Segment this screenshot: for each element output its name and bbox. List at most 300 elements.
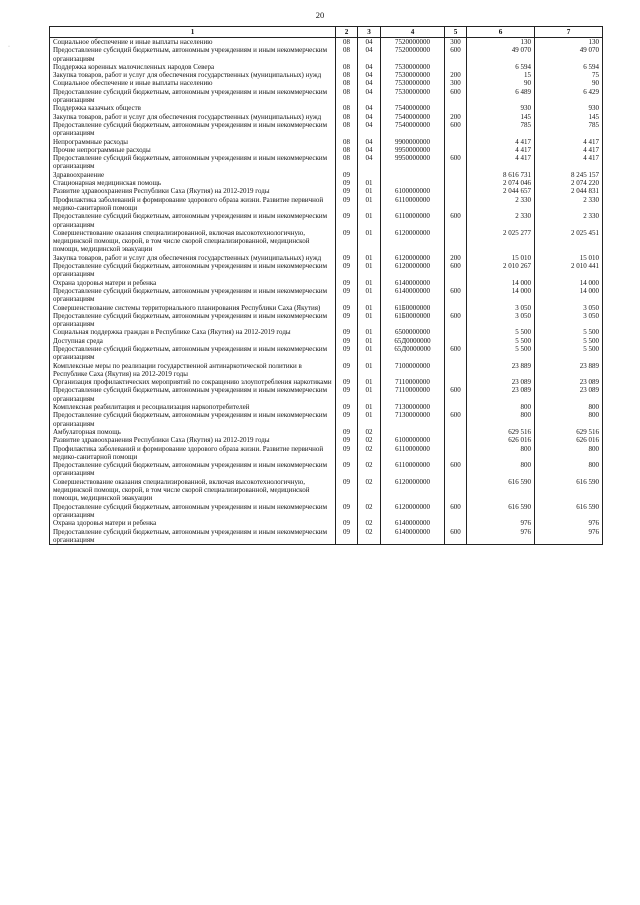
subsection-code-cell: 01	[358, 411, 381, 428]
section-code-cell: 09	[336, 312, 358, 329]
row-name-cell: Стационарная медицинская помощь	[50, 179, 336, 187]
amount-year1-cell: 23 889	[467, 362, 535, 379]
subsection-code-cell: 01	[358, 362, 381, 379]
amount-year2-cell: 2 330	[535, 196, 603, 213]
column-header: 5	[445, 27, 467, 38]
subsection-code-cell: 04	[358, 63, 381, 71]
section-code-cell: 09	[336, 287, 358, 304]
target-article-cell: 7540000000	[381, 113, 445, 121]
expense-type-cell: 200	[445, 254, 467, 262]
expense-type-cell: 300	[445, 79, 467, 87]
table-row	[50, 196, 603, 213]
row-name-cell: Развитие здравоохранения Республики Саха (Якутия) на 2012-2019 годы	[50, 436, 336, 444]
table-row	[50, 345, 603, 362]
amount-year2-cell: 976	[535, 519, 603, 527]
amount-year1-cell: 800	[467, 445, 535, 462]
table-row	[50, 171, 603, 179]
row-name-cell: Профилактика заболеваний и формирование здорового образа жизни. Развитие первичной медико-санитарной помощи	[50, 445, 336, 462]
amount-year2-cell: 800	[535, 445, 603, 462]
amount-year1-cell: 4 417	[467, 154, 535, 171]
target-article-cell	[381, 179, 445, 187]
target-article-cell: 7100000000	[381, 362, 445, 379]
subsection-code-cell: 02	[358, 461, 381, 478]
target-article-cell: 9950000000	[381, 154, 445, 171]
column-header: 1	[50, 27, 336, 38]
target-article-cell: 65Д0000000	[381, 345, 445, 362]
row-name-cell: Совершенствование системы территориального планирования Республики Саха (Якутия)	[50, 304, 336, 312]
row-name-cell: Закупка товаров, работ и услуг для обеспечения государственных (муниципальных) нужд	[50, 254, 336, 262]
amount-year1-cell: 785	[467, 121, 535, 138]
target-article-cell: 6140000000	[381, 287, 445, 304]
expense-type-cell: 200	[445, 113, 467, 121]
row-name-cell: Развитие здравоохранения Республики Саха (Якутия) на 2012-2019 годы	[50, 187, 336, 195]
row-name-cell: Комплексные меры по реализации государственной антинаркотической политики в Республике Саха (Якутия) на 2012-2019 годы	[50, 362, 336, 379]
section-code-cell: 09	[336, 445, 358, 462]
amount-year1-cell: 616 590	[467, 478, 535, 503]
section-code-cell: 09	[336, 254, 358, 262]
amount-year2-cell: 3 050	[535, 304, 603, 312]
row-name-cell: Предоставление субсидий бюджетным, автономным учреждениям и иным некоммерческим организациям	[50, 461, 336, 478]
target-article-cell: 6140000000	[381, 528, 445, 545]
row-name-cell: Поддержка коренных малочисленных народов Севера	[50, 63, 336, 71]
subsection-code-cell: 04	[358, 79, 381, 87]
section-code-cell: 09	[336, 187, 358, 195]
row-name-cell: Доступная среда	[50, 337, 336, 345]
expense-type-cell: 600	[445, 121, 467, 138]
row-name-cell: Организация профилактических мероприятий по сокращению злоупотребления наркотиками	[50, 378, 336, 386]
amount-year2-cell: 3 050	[535, 312, 603, 329]
expense-type-cell: 600	[445, 461, 467, 478]
amount-year2-cell: 2 010 441	[535, 262, 603, 279]
amount-year1-cell: 2 044 657	[467, 187, 535, 195]
subsection-code-cell: 04	[358, 38, 381, 47]
row-name-cell: Предоставление субсидий бюджетным, автономным учреждениям и иным некоммерческим организациям	[50, 88, 336, 105]
table-row	[50, 386, 603, 403]
subsection-code-cell: 02	[358, 428, 381, 436]
section-code-cell: 08	[336, 146, 358, 154]
section-code-cell: 09	[336, 411, 358, 428]
amount-year1-cell: 145	[467, 113, 535, 121]
amount-year1-cell: 6 489	[467, 88, 535, 105]
subsection-code-cell	[358, 171, 381, 179]
expense-type-cell	[445, 436, 467, 444]
amount-year1-cell: 15 010	[467, 254, 535, 262]
table-row	[50, 179, 603, 187]
row-name-cell: Предоставление субсидий бюджетным, автономным учреждениям и иным некоммерческим организациям	[50, 312, 336, 329]
amount-year2-cell: 2 044 831	[535, 187, 603, 195]
subsection-code-cell: 01	[358, 304, 381, 312]
table-row	[50, 378, 603, 386]
subsection-code-cell: 01	[358, 386, 381, 403]
row-name-cell: Предоставление субсидий бюджетным, автономным учреждениям и иным некоммерческим организациям	[50, 121, 336, 138]
section-code-cell: 09	[336, 337, 358, 345]
subsection-code-cell: 01	[358, 378, 381, 386]
amount-year2-cell: 626 016	[535, 436, 603, 444]
expense-type-cell	[445, 304, 467, 312]
section-code-cell: 09	[336, 519, 358, 527]
section-code-cell: 08	[336, 38, 358, 47]
target-article-cell: 7110000000	[381, 386, 445, 403]
table-row	[50, 478, 603, 503]
table-row	[50, 461, 603, 478]
table-row	[50, 403, 603, 411]
table-row	[50, 436, 603, 444]
table-row	[50, 38, 603, 47]
row-name-cell: Закупка товаров, работ и услуг для обеспечения государственных (муниципальных) нужд	[50, 113, 336, 121]
amount-year2-cell: 616 590	[535, 478, 603, 503]
subsection-code-cell: 01	[358, 403, 381, 411]
expense-type-cell: 600	[445, 345, 467, 362]
amount-year2-cell: 5 500	[535, 337, 603, 345]
table-body	[50, 38, 603, 545]
amount-year2-cell: 14 000	[535, 287, 603, 304]
amount-year2-cell: 976	[535, 528, 603, 545]
section-code-cell: 09	[336, 461, 358, 478]
row-name-cell: Предоставление субсидий бюджетным, автономным учреждениям и иным некоммерческим организациям	[50, 212, 336, 229]
subsection-code-cell: 02	[358, 519, 381, 527]
target-article-cell: 7520000000	[381, 46, 445, 63]
subsection-code-cell: 04	[358, 104, 381, 112]
amount-year2-cell: 800	[535, 411, 603, 428]
amount-year2-cell: 14 000	[535, 279, 603, 287]
subsection-code-cell: 02	[358, 478, 381, 503]
expense-type-cell	[445, 187, 467, 195]
target-article-cell: 61Б0000000	[381, 304, 445, 312]
row-name-cell: Социальная поддержка граждан в Республике Саха (Якутия) на 2012-2019 годы	[50, 328, 336, 336]
row-name-cell: Предоставление субсидий бюджетным, автономным учреждениям и иным некоммерческим организациям	[50, 528, 336, 545]
row-name-cell: Социальное обеспечение и иные выплаты населению	[50, 79, 336, 87]
subsection-code-cell: 01	[358, 345, 381, 362]
expense-type-cell: 600	[445, 154, 467, 171]
expense-type-cell: 600	[445, 88, 467, 105]
target-article-cell: 65Д0000000	[381, 337, 445, 345]
expense-type-cell: 600	[445, 262, 467, 279]
row-name-cell: Комплексная реабилитация и ресоциализация наркопотребителей	[50, 403, 336, 411]
amount-year1-cell: 800	[467, 403, 535, 411]
expense-type-cell	[445, 179, 467, 187]
expense-type-cell: 600	[445, 312, 467, 329]
row-name-cell: Предоставление субсидий бюджетным, автономным учреждениям и иным некоммерческим организациям	[50, 154, 336, 171]
amount-year1-cell: 800	[467, 461, 535, 478]
target-article-cell: 7110000000	[381, 378, 445, 386]
amount-year1-cell: 4 417	[467, 138, 535, 146]
amount-year1-cell: 14 000	[467, 279, 535, 287]
target-article-cell: 9950000000	[381, 146, 445, 154]
section-code-cell: 09	[336, 262, 358, 279]
expense-type-cell: 600	[445, 386, 467, 403]
expense-type-cell	[445, 445, 467, 462]
subsection-code-cell: 04	[358, 113, 381, 121]
row-name-cell: Предоставление субсидий бюджетным, автономным учреждениям и иным некоммерческим организациям	[50, 46, 336, 63]
row-name-cell: Предоставление субсидий бюджетным, автономным учреждениям и иным некоммерческим организациям	[50, 345, 336, 362]
row-name-cell: Прочие непрограммные расходы	[50, 146, 336, 154]
table-row	[50, 519, 603, 527]
table-row	[50, 328, 603, 336]
amount-year1-cell: 930	[467, 104, 535, 112]
target-article-cell: 6100000000	[381, 436, 445, 444]
amount-year1-cell: 15	[467, 71, 535, 79]
target-article-cell	[381, 428, 445, 436]
expense-type-cell	[445, 279, 467, 287]
section-code-cell: 08	[336, 88, 358, 105]
amount-year2-cell: 6 429	[535, 88, 603, 105]
subsection-code-cell: 01	[358, 179, 381, 187]
row-name-cell: Охрана здоровья матери и ребенка	[50, 519, 336, 527]
table-row	[50, 428, 603, 436]
amount-year1-cell: 6 594	[467, 63, 535, 71]
table-row	[50, 279, 603, 287]
table-row	[50, 63, 603, 71]
amount-year2-cell: 4 417	[535, 138, 603, 146]
section-code-cell: 09	[336, 528, 358, 545]
section-code-cell: 08	[336, 46, 358, 63]
subsection-code-cell: 02	[358, 528, 381, 545]
amount-year2-cell: 90	[535, 79, 603, 87]
target-article-cell: 7130000000	[381, 411, 445, 428]
section-code-cell: 09	[336, 403, 358, 411]
section-code-cell: 09	[336, 179, 358, 187]
section-code-cell: 09	[336, 386, 358, 403]
target-article-cell: 7530000000	[381, 63, 445, 71]
amount-year2-cell: 800	[535, 403, 603, 411]
subsection-code-cell: 04	[358, 146, 381, 154]
expense-type-cell	[445, 478, 467, 503]
section-code-cell: 09	[336, 345, 358, 362]
table-row	[50, 254, 603, 262]
row-name-cell: Амбулаторная помощь	[50, 428, 336, 436]
expense-type-cell	[445, 146, 467, 154]
section-code-cell: 09	[336, 378, 358, 386]
target-article-cell: 6120000000	[381, 229, 445, 254]
section-code-cell: 09	[336, 478, 358, 503]
amount-year1-cell: 5 500	[467, 337, 535, 345]
section-code-cell: 09	[336, 304, 358, 312]
amount-year1-cell: 5 500	[467, 345, 535, 362]
row-name-cell: Совершенствование оказания специализированной, включая высокотехнологичную, медицинской помощи, скорой, в том числе скорой специализированной, медицинской помощи, медицинской эвакуации	[50, 478, 336, 503]
row-name-cell: Поддержка казачьих обществ	[50, 104, 336, 112]
section-code-cell: 08	[336, 79, 358, 87]
expense-type-cell	[445, 403, 467, 411]
target-article-cell: 6100000000	[381, 187, 445, 195]
section-code-cell: 09	[336, 229, 358, 254]
table-row	[50, 312, 603, 329]
table-row	[50, 113, 603, 121]
row-name-cell: Предоставление субсидий бюджетным, автономным учреждениям и иным некоммерческим организациям	[50, 287, 336, 304]
subsection-code-cell: 01	[358, 229, 381, 254]
target-article-cell	[381, 171, 445, 179]
amount-year1-cell: 2 074 046	[467, 179, 535, 187]
table-row	[50, 229, 603, 254]
expense-type-cell	[445, 328, 467, 336]
target-article-cell: 6120000000	[381, 262, 445, 279]
subsection-code-cell: 01	[358, 262, 381, 279]
amount-year2-cell: 5 500	[535, 328, 603, 336]
target-article-cell: 7520000000	[381, 38, 445, 47]
subsection-code-cell: 04	[358, 71, 381, 79]
target-article-cell: 6120000000	[381, 254, 445, 262]
subsection-code-cell: 01	[358, 279, 381, 287]
target-article-cell: 6120000000	[381, 478, 445, 503]
subsection-code-cell: 01	[358, 328, 381, 336]
amount-year1-cell: 90	[467, 79, 535, 87]
amount-year1-cell: 2 010 267	[467, 262, 535, 279]
amount-year1-cell: 8 616 731	[467, 171, 535, 179]
row-name-cell: Закупка товаров, работ и услуг для обеспечения государственных (муниципальных) нужд	[50, 71, 336, 79]
amount-year1-cell: 3 050	[467, 304, 535, 312]
row-name-cell: Предоставление субсидий бюджетным, автономным учреждениям и иным некоммерческим организациям	[50, 262, 336, 279]
subsection-code-cell: 04	[358, 88, 381, 105]
amount-year1-cell: 616 590	[467, 503, 535, 520]
table-row	[50, 528, 603, 545]
amount-year1-cell: 976	[467, 528, 535, 545]
section-code-cell: 09	[336, 279, 358, 287]
target-article-cell: 7540000000	[381, 121, 445, 138]
amount-year2-cell: 2 025 451	[535, 229, 603, 254]
amount-year1-cell: 49 070	[467, 46, 535, 63]
target-article-cell: 6120000000	[381, 503, 445, 520]
row-name-cell: Совершенствование оказания специализированной, включая высокотехнологичную, медицинской помощи, скорой, в том числе скорой специализированной, медицинской помощи, медицинской эвакуации	[50, 229, 336, 254]
amount-year1-cell: 626 016	[467, 436, 535, 444]
amount-year2-cell: 4 417	[535, 154, 603, 171]
section-code-cell: 09	[336, 436, 358, 444]
section-code-cell: 09	[336, 212, 358, 229]
row-name-cell: Непрограммные расходы	[50, 138, 336, 146]
table-header-row	[50, 27, 603, 38]
table-row	[50, 71, 603, 79]
row-name-cell: Предоставление субсидий бюджетным, автономным учреждениям и иным некоммерческим организациям	[50, 411, 336, 428]
budget-table	[49, 26, 603, 545]
expense-type-cell	[445, 378, 467, 386]
expense-type-cell	[445, 362, 467, 379]
table-row	[50, 411, 603, 428]
expense-type-cell: 600	[445, 212, 467, 229]
section-code-cell: 09	[336, 428, 358, 436]
scan-speck: ·	[8, 44, 10, 50]
target-article-cell: 6110000000	[381, 461, 445, 478]
column-header: 7	[535, 27, 603, 38]
amount-year1-cell: 23 089	[467, 386, 535, 403]
table-row	[50, 154, 603, 171]
subsection-code-cell: 01	[358, 187, 381, 195]
subsection-code-cell: 01	[358, 287, 381, 304]
expense-type-cell: 600	[445, 46, 467, 63]
amount-year2-cell: 4 417	[535, 146, 603, 154]
amount-year2-cell: 23 089	[535, 386, 603, 403]
amount-year1-cell: 14 000	[467, 287, 535, 304]
row-name-cell: Предоставление субсидий бюджетным, автономным учреждениям и иным некоммерческим организациям	[50, 386, 336, 403]
section-code-cell: 09	[336, 362, 358, 379]
table-row	[50, 146, 603, 154]
row-name-cell: Здравоохранение	[50, 171, 336, 179]
expense-type-cell	[445, 428, 467, 436]
expense-type-cell: 200	[445, 71, 467, 79]
subsection-code-cell: 01	[358, 254, 381, 262]
section-code-cell: 09	[336, 196, 358, 213]
amount-year1-cell: 629 516	[467, 428, 535, 436]
section-code-cell: 08	[336, 104, 358, 112]
target-article-cell: 7530000000	[381, 71, 445, 79]
expense-type-cell	[445, 171, 467, 179]
subsection-code-cell: 04	[358, 154, 381, 171]
target-article-cell: 6110000000	[381, 445, 445, 462]
subsection-code-cell: 02	[358, 445, 381, 462]
target-article-cell: 7130000000	[381, 403, 445, 411]
target-article-cell: 6140000000	[381, 279, 445, 287]
amount-year1-cell: 23 089	[467, 378, 535, 386]
amount-year2-cell: 75	[535, 71, 603, 79]
table-row	[50, 337, 603, 345]
section-code-cell: 09	[336, 171, 358, 179]
amount-year1-cell: 976	[467, 519, 535, 527]
target-article-cell: 6110000000	[381, 196, 445, 213]
expense-type-cell: 600	[445, 503, 467, 520]
amount-year2-cell: 5 500	[535, 345, 603, 362]
amount-year2-cell: 800	[535, 461, 603, 478]
table-row	[50, 503, 603, 520]
subsection-code-cell: 01	[358, 212, 381, 229]
table-row	[50, 187, 603, 195]
amount-year1-cell: 3 050	[467, 312, 535, 329]
column-header: 6	[467, 27, 535, 38]
table-row	[50, 46, 603, 63]
table-row	[50, 262, 603, 279]
amount-year2-cell: 6 594	[535, 63, 603, 71]
expense-type-cell	[445, 196, 467, 213]
amount-year2-cell: 15 010	[535, 254, 603, 262]
amount-year1-cell: 2 330	[467, 196, 535, 213]
amount-year2-cell: 23 889	[535, 362, 603, 379]
amount-year2-cell: 616 590	[535, 503, 603, 520]
section-code-cell: 09	[336, 328, 358, 336]
expense-type-cell	[445, 104, 467, 112]
row-name-cell: Предоставление субсидий бюджетным, автономным учреждениям и иным некоммерческим организациям	[50, 503, 336, 520]
subsection-code-cell: 01	[358, 196, 381, 213]
amount-year1-cell: 130	[467, 38, 535, 47]
column-header: 4	[381, 27, 445, 38]
table-row	[50, 212, 603, 229]
amount-year1-cell: 800	[467, 411, 535, 428]
amount-year2-cell: 130	[535, 38, 603, 47]
target-article-cell: 6140000000	[381, 519, 445, 527]
expense-type-cell	[445, 229, 467, 254]
target-article-cell: 7530000000	[381, 88, 445, 105]
section-code-cell: 08	[336, 113, 358, 121]
subsection-code-cell: 04	[358, 138, 381, 146]
subsection-code-cell: 04	[358, 121, 381, 138]
target-article-cell: 9900000000	[381, 138, 445, 146]
row-name-cell: Социальное обеспечение и иные выплаты населению	[50, 38, 336, 47]
expense-type-cell	[445, 63, 467, 71]
section-code-cell: 08	[336, 63, 358, 71]
page-number: 20	[315, 10, 325, 20]
target-article-cell: 6500000000	[381, 328, 445, 336]
target-article-cell: 61Б0000000	[381, 312, 445, 329]
expense-type-cell	[445, 519, 467, 527]
table-row	[50, 445, 603, 462]
section-code-cell: 08	[336, 121, 358, 138]
amount-year1-cell: 4 417	[467, 146, 535, 154]
table-row	[50, 121, 603, 138]
amount-year1-cell: 5 500	[467, 328, 535, 336]
row-name-cell: Профилактика заболеваний и формирование здорового образа жизни. Развитие первичной медико-санитарной помощи	[50, 196, 336, 213]
amount-year2-cell: 8 245 157	[535, 171, 603, 179]
amount-year2-cell: 23 089	[535, 378, 603, 386]
expense-type-cell: 300	[445, 38, 467, 47]
amount-year2-cell: 785	[535, 121, 603, 138]
target-article-cell: 6110000000	[381, 212, 445, 229]
amount-year2-cell: 145	[535, 113, 603, 121]
amount-year1-cell: 2 330	[467, 212, 535, 229]
